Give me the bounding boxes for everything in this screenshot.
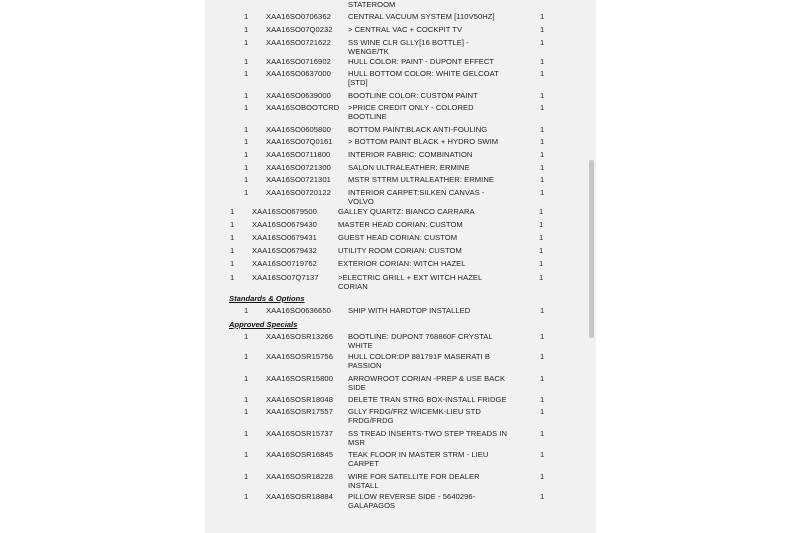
row-item-code: XAA16SO07Q0161 [266,137,333,146]
row-item-code: XAA16SO0721301 [266,175,331,184]
row-item-code: XAA16SOSR16845 [266,450,333,459]
row-quantity-right: 1 [540,472,545,481]
row-item-code: XAA16SO0711800 [266,150,331,159]
row-quantity-right: 1 [539,273,544,282]
row-quantity: 1 [244,91,249,100]
row-quantity: 1 [244,472,249,481]
row-description: TEAK FLOOR IN MASTER STRM - LIEU CARPET [348,450,489,468]
row-quantity-right: 1 [539,207,544,216]
row-item-code: XAA16SO0605800 [266,125,331,134]
row-item-code: XAA16SO0721622 [266,38,331,47]
row-quantity: 1 [244,374,249,383]
row-quantity-right: 1 [540,125,545,134]
row-item-code: XAA16SO07Q0232 [266,25,333,34]
row-quantity-right: 1 [540,91,545,100]
row-quantity-right: 1 [539,246,544,255]
row-item-code: XAA16SO0636650 [266,306,331,315]
row-item-code: XAA16SO07Q7137 [252,273,319,282]
row-quantity-right: 1 [540,69,545,78]
row-quantity-right: 1 [540,306,545,315]
row-quantity-right: 1 [540,150,545,159]
row-quantity-right: 1 [540,38,545,47]
row-description: HULL COLOR: PAINT - DUPONT EFFECT [348,57,495,66]
row-description: SS TREAD INSERTS-TWO STEP TREADS IN MSR [348,429,507,447]
row-item-code: XAA16SO0679431 [252,233,317,242]
row-quantity: 1 [244,332,249,341]
row-description: STATEROOM [348,0,396,9]
row-quantity: 1 [230,273,235,282]
row-description: BOTTOM PAINT:BLACK ANTI-FOULING [348,125,488,134]
row-description: INTERIOR CARPET:SILKEN CANVAS - VOLVO [348,188,485,206]
row-quantity-right: 1 [540,25,545,34]
row-item-code: XAA16SOSR15800 [266,374,333,383]
row-description: CENTRAL VACUUM SYSTEM [110V50HZ] [348,12,495,21]
row-quantity: 1 [244,103,249,112]
scrollbar-thumb[interactable] [589,160,594,338]
row-description: SS WINE CLR GLLY[16 BOTTLE] - WENGE/TK [348,38,469,56]
row-quantity: 1 [244,306,249,315]
row-quantity: 1 [244,163,249,172]
row-quantity: 1 [244,429,249,438]
row-item-code: XAA16SO0706362 [266,12,331,21]
row-quantity: 1 [244,150,249,159]
row-quantity: 1 [244,12,249,21]
row-description: BOOTLINE COLOR: CUSTOM PAINT [348,91,478,100]
row-quantity-right: 1 [540,163,545,172]
row-description: ARROWROOT CORIAN -PREP & USE BACK SIDE [348,374,506,392]
row-quantity-right: 1 [539,220,544,229]
row-item-code: XAA16SO0719762 [252,259,317,268]
row-quantity-right: 1 [540,352,545,361]
row-quantity: 1 [244,450,249,459]
row-quantity: 1 [244,125,249,134]
row-item-code: XAA16SO0639000 [266,91,331,100]
row-description: SALON ULTRALEATHER: ERMINE [348,163,470,172]
row-quantity-right: 1 [540,57,545,66]
row-description: UTILITY ROOM CORIAN: CUSTOM [338,246,462,255]
row-quantity-right: 1 [540,429,545,438]
row-description: >ELECTRIC GRILL + EXT WITCH HAZEL CORIAN [338,273,482,291]
row-description: PILLOW REVERSE SIDE - 5640296-GALAPAGOS [348,492,476,510]
row-description: GALLEY QUARTZ: BIANCO CARRARA [338,207,475,216]
row-quantity-right: 1 [540,175,545,184]
row-item-code: XAA16SO0716902 [266,57,331,66]
row-quantity: 1 [244,137,249,146]
row-quantity: 1 [230,259,235,268]
document-page [205,0,596,533]
row-quantity: 1 [244,407,249,416]
row-quantity: 1 [230,207,235,216]
row-item-code: XAA16SOSR17557 [266,407,333,416]
row-quantity-right: 1 [540,395,545,404]
row-item-code: XAA16SO0721300 [266,163,331,172]
row-quantity: 1 [230,246,235,255]
row-quantity: 1 [230,233,235,242]
row-item-code: XAA16SO0679430 [252,220,317,229]
row-description: INTERIOR FABRIC: COMBINATION [348,150,473,159]
row-item-code: XAA16SOSR18884 [266,492,333,501]
row-item-code: XAA16SO0679432 [252,246,317,255]
row-item-code: XAA16SOBOOTCRD [266,103,340,112]
row-quantity-right: 1 [540,103,545,112]
row-description: SHIP WITH HARDTOP INSTALLED [348,306,471,315]
row-item-code: XAA16SOSR15756 [266,352,333,361]
row-description: DELETE TRAN STRG BOX-INSTALL FRIDGE [348,395,507,404]
row-description: BOOTLINE: DUPONT 768860F CRYSTAL WHITE [348,332,493,350]
row-quantity: 1 [244,57,249,66]
row-quantity: 1 [244,492,249,501]
row-quantity-right: 1 [540,12,545,21]
row-quantity-right: 1 [540,492,545,501]
row-item-code: XAA16SOSR15737 [266,429,333,438]
row-item-code: XAA16SO0720122 [266,188,331,197]
row-description: > CENTRAL VAC + COCKPIT TV [348,25,463,34]
section-heading-standards: Standards & Options [229,294,305,303]
row-description: >PRICE CREDIT ONLY - COLORED BOOTLINE [348,103,474,121]
row-item-code: XAA16SO0637000 [266,69,331,78]
row-quantity: 1 [230,220,235,229]
row-description: GLLY FRDG/FRZ W/ICEMK-LIEU STD FRDG/FRDG [348,407,481,425]
row-description: MSTR STTRM ULTRALEATHER: ERMINE [348,175,494,184]
row-quantity: 1 [244,188,249,197]
row-quantity: 1 [244,352,249,361]
row-quantity: 1 [244,25,249,34]
row-quantity-right: 1 [540,188,545,197]
row-quantity-right: 1 [540,332,545,341]
row-quantity: 1 [244,69,249,78]
row-quantity: 1 [244,175,249,184]
row-item-code: XAA16SOSR18048 [266,395,333,404]
row-quantity-right: 1 [539,233,544,242]
row-quantity: 1 [244,395,249,404]
row-description: EXTERIOR CORIAN: WITCH HAZEL [338,259,466,268]
row-description: > BOTTOM PAINT BLACK + HYDRO SWIM [348,137,499,146]
row-description: MASTER HEAD CORIAN: CUSTOM [338,220,463,229]
row-item-code: XAA16SOSR13266 [266,332,333,341]
row-description: HULL BOTTOM COLOR: WHITE GELCOAT [STD] [348,69,499,87]
row-description: HULL COLOR:DP 881791F MASERATI B PASSION [348,352,490,370]
row-description: WIRE FOR SATELLITE FOR DEALER INSTALL [348,472,480,490]
row-description: GUEST HEAD CORIAN: CUSTOM [338,233,458,242]
row-quantity-right: 1 [540,374,545,383]
row-item-code: XAA16SO0679500 [252,207,317,216]
row-quantity-right: 1 [540,450,545,459]
row-quantity-right: 1 [540,137,545,146]
row-quantity-right: 1 [539,259,544,268]
row-item-code: XAA16SOSR18228 [266,472,333,481]
row-quantity-right: 1 [540,407,545,416]
section-heading-approved-specials: Approved Specials [229,320,298,329]
row-quantity: 1 [244,38,249,47]
